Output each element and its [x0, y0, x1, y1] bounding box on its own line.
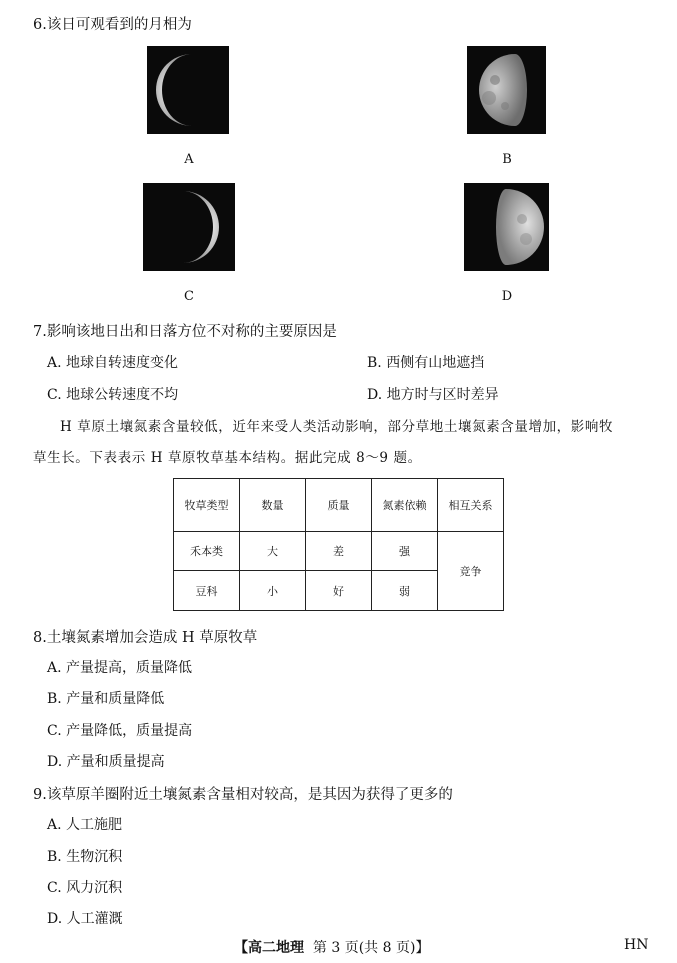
question-9-option-c: C. 风力沉积 — [47, 880, 123, 896]
option-d-caption: D — [501, 289, 513, 304]
passage-line-2: 草生长。下表表示 H 草原牧草基本结构。据此完成 8～9 题。 — [33, 450, 422, 466]
table-row — [174, 532, 504, 571]
question-7-option-a: A. 地球自转速度变化 — [47, 355, 179, 371]
question-8-option-c: C. 产量降低，质量提高 — [47, 723, 193, 739]
question-8-option-a: A. 产量提高，质量降低 — [47, 660, 193, 676]
moon-phase-d-image — [464, 183, 549, 271]
option-b-caption: B — [502, 152, 512, 167]
question-8-stem: 8.土壤氮素增加会造成 H 草原牧草 — [33, 630, 258, 646]
question-7-stem: 7.影响该地日出和日落方位不对称的主要原因是 — [33, 324, 337, 340]
table-header-cell: 氮素依赖 — [372, 479, 438, 532]
moon-phase-b-image — [467, 46, 546, 134]
table-cell: 禾本类 — [174, 532, 240, 571]
passage-line-1: H 草原土壤氮素含量较低，近年来受人类活动影响，部分草地土壤氮素含量增加，影响牧 — [60, 419, 614, 435]
table-cell: 豆科 — [174, 571, 240, 611]
page-footer — [234, 937, 429, 957]
forage-structure-table — [173, 478, 504, 611]
question-9-option-a: A. 人工施肥 — [47, 817, 123, 833]
table-cell: 强 — [372, 532, 438, 571]
table-header-cell: 质量 — [306, 479, 372, 532]
question-6-stem: 6.该日可观看到的月相为 — [33, 17, 192, 33]
table-cell: 好 — [306, 571, 372, 611]
question-8-option-d: D. 产量和质量提高 — [47, 754, 165, 770]
table-cell: 弱 — [372, 571, 438, 611]
table-cell: 小 — [240, 571, 306, 611]
table-cell: 差 — [306, 532, 372, 571]
question-7-option-c: C. 地球公转速度不均 — [47, 387, 179, 403]
option-a-caption: A — [184, 152, 194, 167]
table-header-cell: 牧草类型 — [174, 479, 240, 532]
footer-page-number: 第 3 页(共 8 页)】 — [312, 940, 430, 956]
question-7-option-d: D. 地方时与区时差异 — [367, 387, 499, 403]
question-8-option-b: B. 产量和质量降低 — [47, 691, 165, 707]
question-7-option-b: B. 西侧有山地遮挡 — [367, 355, 485, 371]
table-header-cell: 数量 — [240, 479, 306, 532]
option-c-caption: C — [184, 289, 194, 304]
table-header-cell: 相互关系 — [438, 479, 504, 532]
table-header-row — [174, 479, 504, 532]
question-9-stem: 9.该草原羊圈附近土壤氮素含量相对较高，是其因为获得了更多的 — [33, 787, 453, 803]
question-9-option-d: D. 人工灌溉 — [47, 911, 123, 927]
moon-phase-a-image — [147, 46, 229, 134]
footer-code: HN — [624, 937, 649, 953]
moon-phase-c-image — [143, 183, 235, 271]
table-relation-cell: 竞争 — [438, 532, 504, 611]
footer-subject: 【高二地理 — [234, 940, 304, 956]
table-cell: 大 — [240, 532, 306, 571]
question-9-option-b: B. 生物沉积 — [47, 849, 123, 865]
